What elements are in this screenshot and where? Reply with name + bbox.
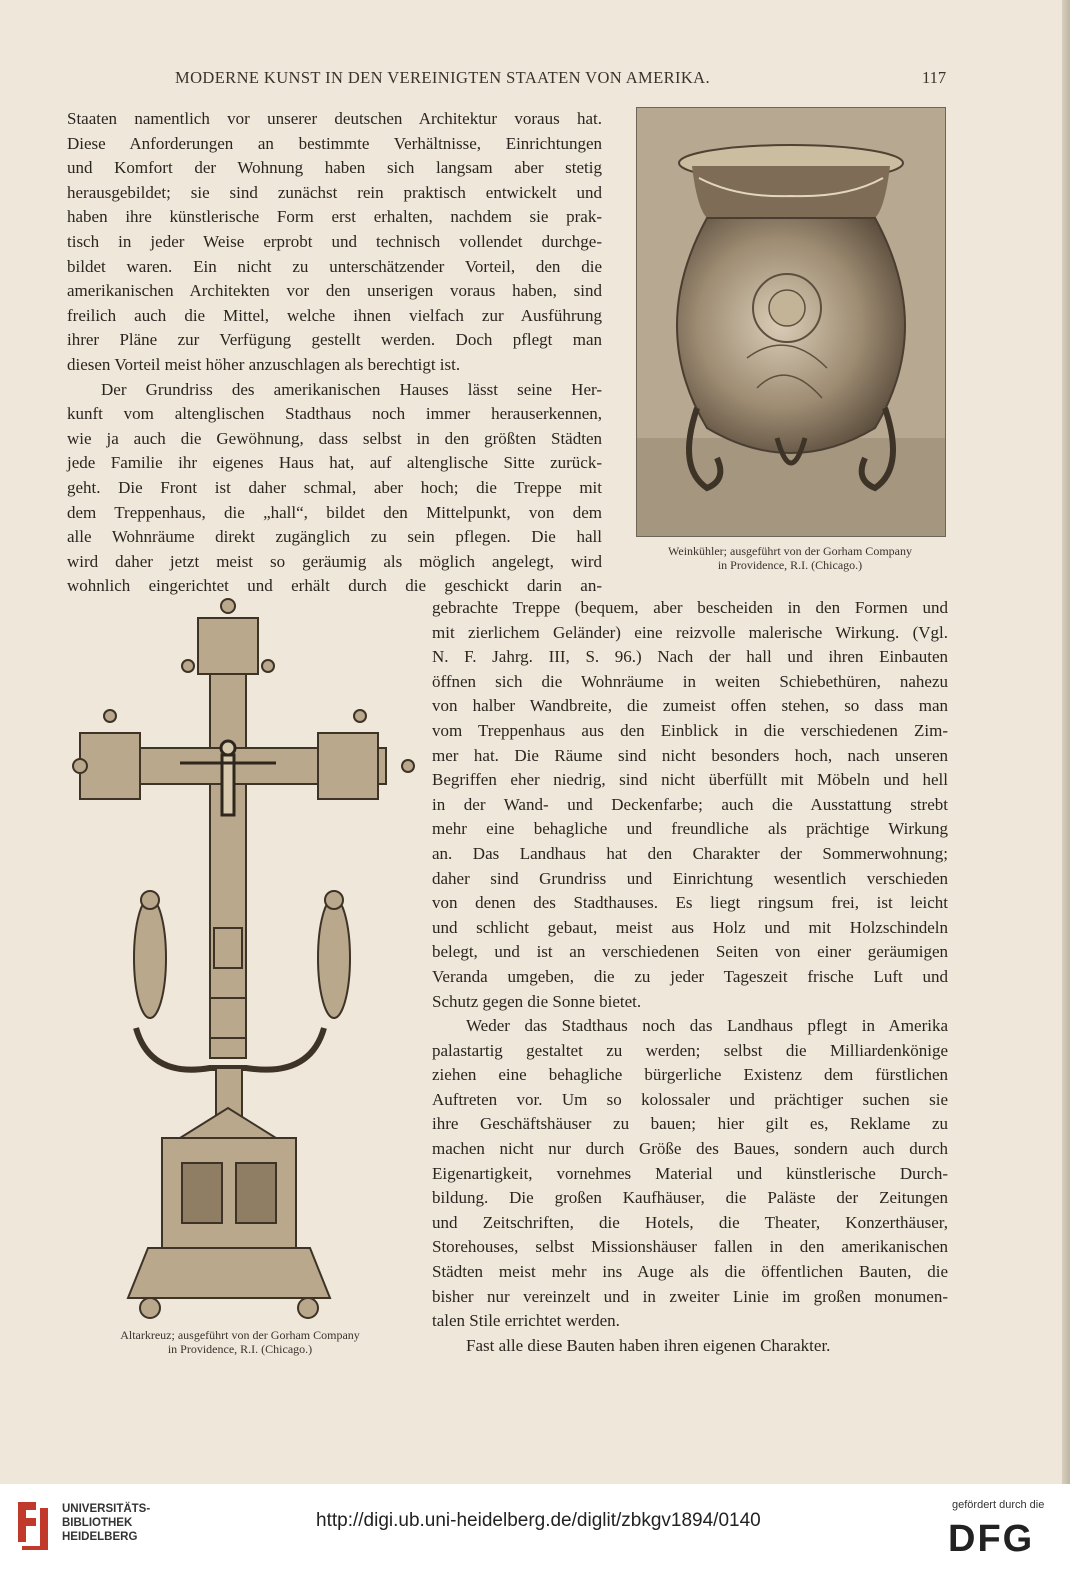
text-line: Fast alle diese Bauten haben ihren eigenen Charakter.: [466, 1335, 831, 1355]
text-line: ihrer Pläne zur Verfügung gestellt werden. Doch pflegt man: [67, 330, 602, 350]
text-line: jede Familie ihr eigenes Haus hat, auf altenglische Sitte zurück-: [67, 453, 602, 473]
page-edge: [1062, 0, 1070, 1484]
wine-cooler-figure: [636, 107, 946, 537]
text-line: mehr eine behagliche und freundliche als prächtige Wirkung: [432, 819, 948, 839]
wine-cooler-caption-line: in Providence, R.I. (Chicago.): [717, 558, 863, 572]
text-line: öffnen sich die Wohnräume in weiten Schiebethüren, nahezu: [432, 671, 948, 691]
wine-cooler-caption-line: Weinkühler; ausgeführt von der Gorham Company: [668, 544, 912, 558]
text-column-right: [432, 596, 948, 1358]
text-line: Staaten namentlich vor unserer deutschen Architektur voraus hat.: [67, 109, 602, 128]
text-line: Städten meist mehr ins Auge als die öffentlichen Bauten, die: [432, 1262, 948, 1282]
text-line: und Zeitschriften, die Hotels, die Theater, Konzerthäuser,: [432, 1212, 948, 1232]
library-name-line: UNIVERSITÄTS-: [62, 1503, 151, 1515]
text-line: wohnlich eingerichtet und erhält durch die geschickt darin an-: [67, 576, 602, 596]
text-line: von denen des Stadthauses. Es liegt ringsum frei, ist leicht: [432, 893, 948, 913]
text-line: an. Das Landhaus hat den Charakter der Sommerwohnung;: [432, 843, 948, 863]
text-line: Auftreten vor. Um so kolossaler und prächtiger suchen sie: [432, 1089, 948, 1109]
text-line: bildung. Die großen Kaufhäuser, die Paläste der Zeitungen: [432, 1188, 948, 1208]
text-line: in der Wand- und Deckenfarbe; auch die Ausstattung strebt: [432, 794, 948, 814]
text-line: Schutz gegen die Sonne bietet.: [432, 991, 642, 1011]
text-line: Eigenartigkeit, vornehmes Material und künstlerische Durch-: [432, 1163, 948, 1183]
page-number: 117: [922, 68, 947, 87]
text-line: von halber Wandbreite, die zumeist offen stehen, so dass man: [432, 696, 948, 716]
wine-cooler-caption: [622, 544, 958, 572]
text-line: Veranda umgeben, die zu jeder Tageszeit frische Luft und: [432, 966, 948, 986]
text-line: talen Stile errichtet werden.: [432, 1311, 620, 1331]
funding-note: gefördert durch die: [952, 1499, 1045, 1511]
text-column-top: [67, 107, 602, 599]
text-line: geht. Die Front ist daher schmal, aber hoch; die Treppe mit: [67, 477, 602, 497]
text-line: wie ja auch die Gewöhnung, dass selbst in den größten Städten: [67, 428, 602, 448]
running-title: MODERNE KUNST IN DEN VEREINIGTEN STAATEN VON AMERIKA.: [175, 68, 711, 87]
text-line: tisch in jeder Weise erprobt und technisch vollendet durchge-: [67, 231, 602, 251]
library-name-line: HEIDELBERG: [62, 1531, 138, 1543]
library-name: [62, 1502, 150, 1544]
text-line: mit zierlichem Geländer) eine reizvolle malerische Wirkung. (Vgl.: [432, 622, 948, 642]
library-logo-icon: [12, 1498, 54, 1554]
text-line: bildet waren. Ein nicht zu unterschätzender Vorteil, den die: [67, 256, 602, 276]
source-url-link[interactable]: http://digi.ub.uni-heidelberg.de/diglit/zbkgv1894/0140: [316, 1510, 761, 1531]
text-line: Diese Anforderungen an bestimmte Verhältnisse, Einrichtungen: [67, 133, 602, 153]
text-line: und Komfort der Wohnung haben sich langsam aber stetig: [67, 158, 602, 178]
dfg-logo: DFG: [948, 1518, 1035, 1560]
library-name-line: BIBLIOTHEK: [62, 1517, 133, 1529]
text-line: ihre Geschäftshäuser zu bauen; hier gilt es, Reklame zu: [432, 1114, 948, 1134]
altar-cross-figure: [70, 598, 415, 1328]
text-line: haben ihre künstlerische Form erst erhalten, nachdem sie prak-: [67, 207, 602, 227]
text-line: vom Treppenhaus aus den Einblick in die verschiedenen Zim-: [432, 720, 948, 740]
text-line: diesen Vorteil meist höher anzuschlagen als berechtigt ist.: [67, 354, 461, 374]
text-line: Begriffen eher niedrig, sind nicht überfüllt mit Möbeln und hell: [432, 770, 948, 790]
altar-cross-caption-line: Altarkreuz; ausgeführt von der Gorham Company: [120, 1328, 360, 1342]
text-line: amerikanischen Architekten vor den unserigen voraus haben, sind: [67, 281, 602, 301]
text-line: belegt, und ist an verschiedenen Seiten von einer geräumigen: [432, 942, 948, 962]
wine-cooler-illustration: [637, 108, 945, 536]
digitization-footer: [0, 1484, 1070, 1572]
altar-cross-caption: [70, 1328, 410, 1356]
altar-cross-illustration: [70, 598, 415, 1328]
text-line: gebrachte Treppe (bequem, aber bescheiden in den Formen und: [432, 598, 948, 617]
text-line: N. F. Jahrg. III, S. 96.) Nach der hall und ihren Einbauten: [432, 647, 948, 667]
text-line: daher sind Grundriss und Einrichtung wesentlich verschieden: [432, 868, 948, 888]
altar-cross-caption-line: in Providence, R.I. (Chicago.): [167, 1342, 313, 1356]
text-line: alle Wohnräume direkt zugänglich zu sein pflegen. Die hall: [67, 527, 602, 547]
text-line: freilich auch die Mittel, welche ihnen vielfach zur Ausführung: [67, 305, 602, 325]
text-line: ziehen eine behagliche bürgerliche Existenz dem fürstlichen: [432, 1065, 948, 1085]
text-line: kunft vom altenglischen Stadthaus noch immer herauserkennen,: [67, 404, 602, 424]
text-line: mer hat. Die Räume sind nicht besonders hoch, nach unseren: [432, 745, 948, 765]
text-line: bisher nur vereinzelt und in zweiter Linie im großen monumen-: [432, 1286, 948, 1306]
text-line: und schlicht gebaut, meist aus Holz und mit Holzschindeln: [432, 917, 948, 937]
text-line: herausgebildet; sie sind zunächst rein praktisch entwickelt und: [67, 182, 602, 202]
text-line: machen nicht nur durch Größe des Baues, sondern auch durch: [432, 1139, 948, 1159]
text-line: dem Treppenhaus, die „hall“, bildet den Mittelpunkt, von dem: [67, 502, 602, 522]
text-line: palastartig gestaltet zu werden; selbst die Milliardenkönige: [432, 1040, 948, 1060]
text-line: wird daher jetzt meist so geräumig als möglich angelegt, wird: [67, 551, 602, 571]
text-line: Storehouses, selbst Missionshäuser fallen in den amerikanischen: [432, 1237, 948, 1257]
text-line: Der Grundriss des amerikanischen Hauses lässt seine Her-: [101, 379, 602, 399]
text-line: Weder das Stadthaus noch das Landhaus pflegt in Amerika: [466, 1016, 948, 1036]
